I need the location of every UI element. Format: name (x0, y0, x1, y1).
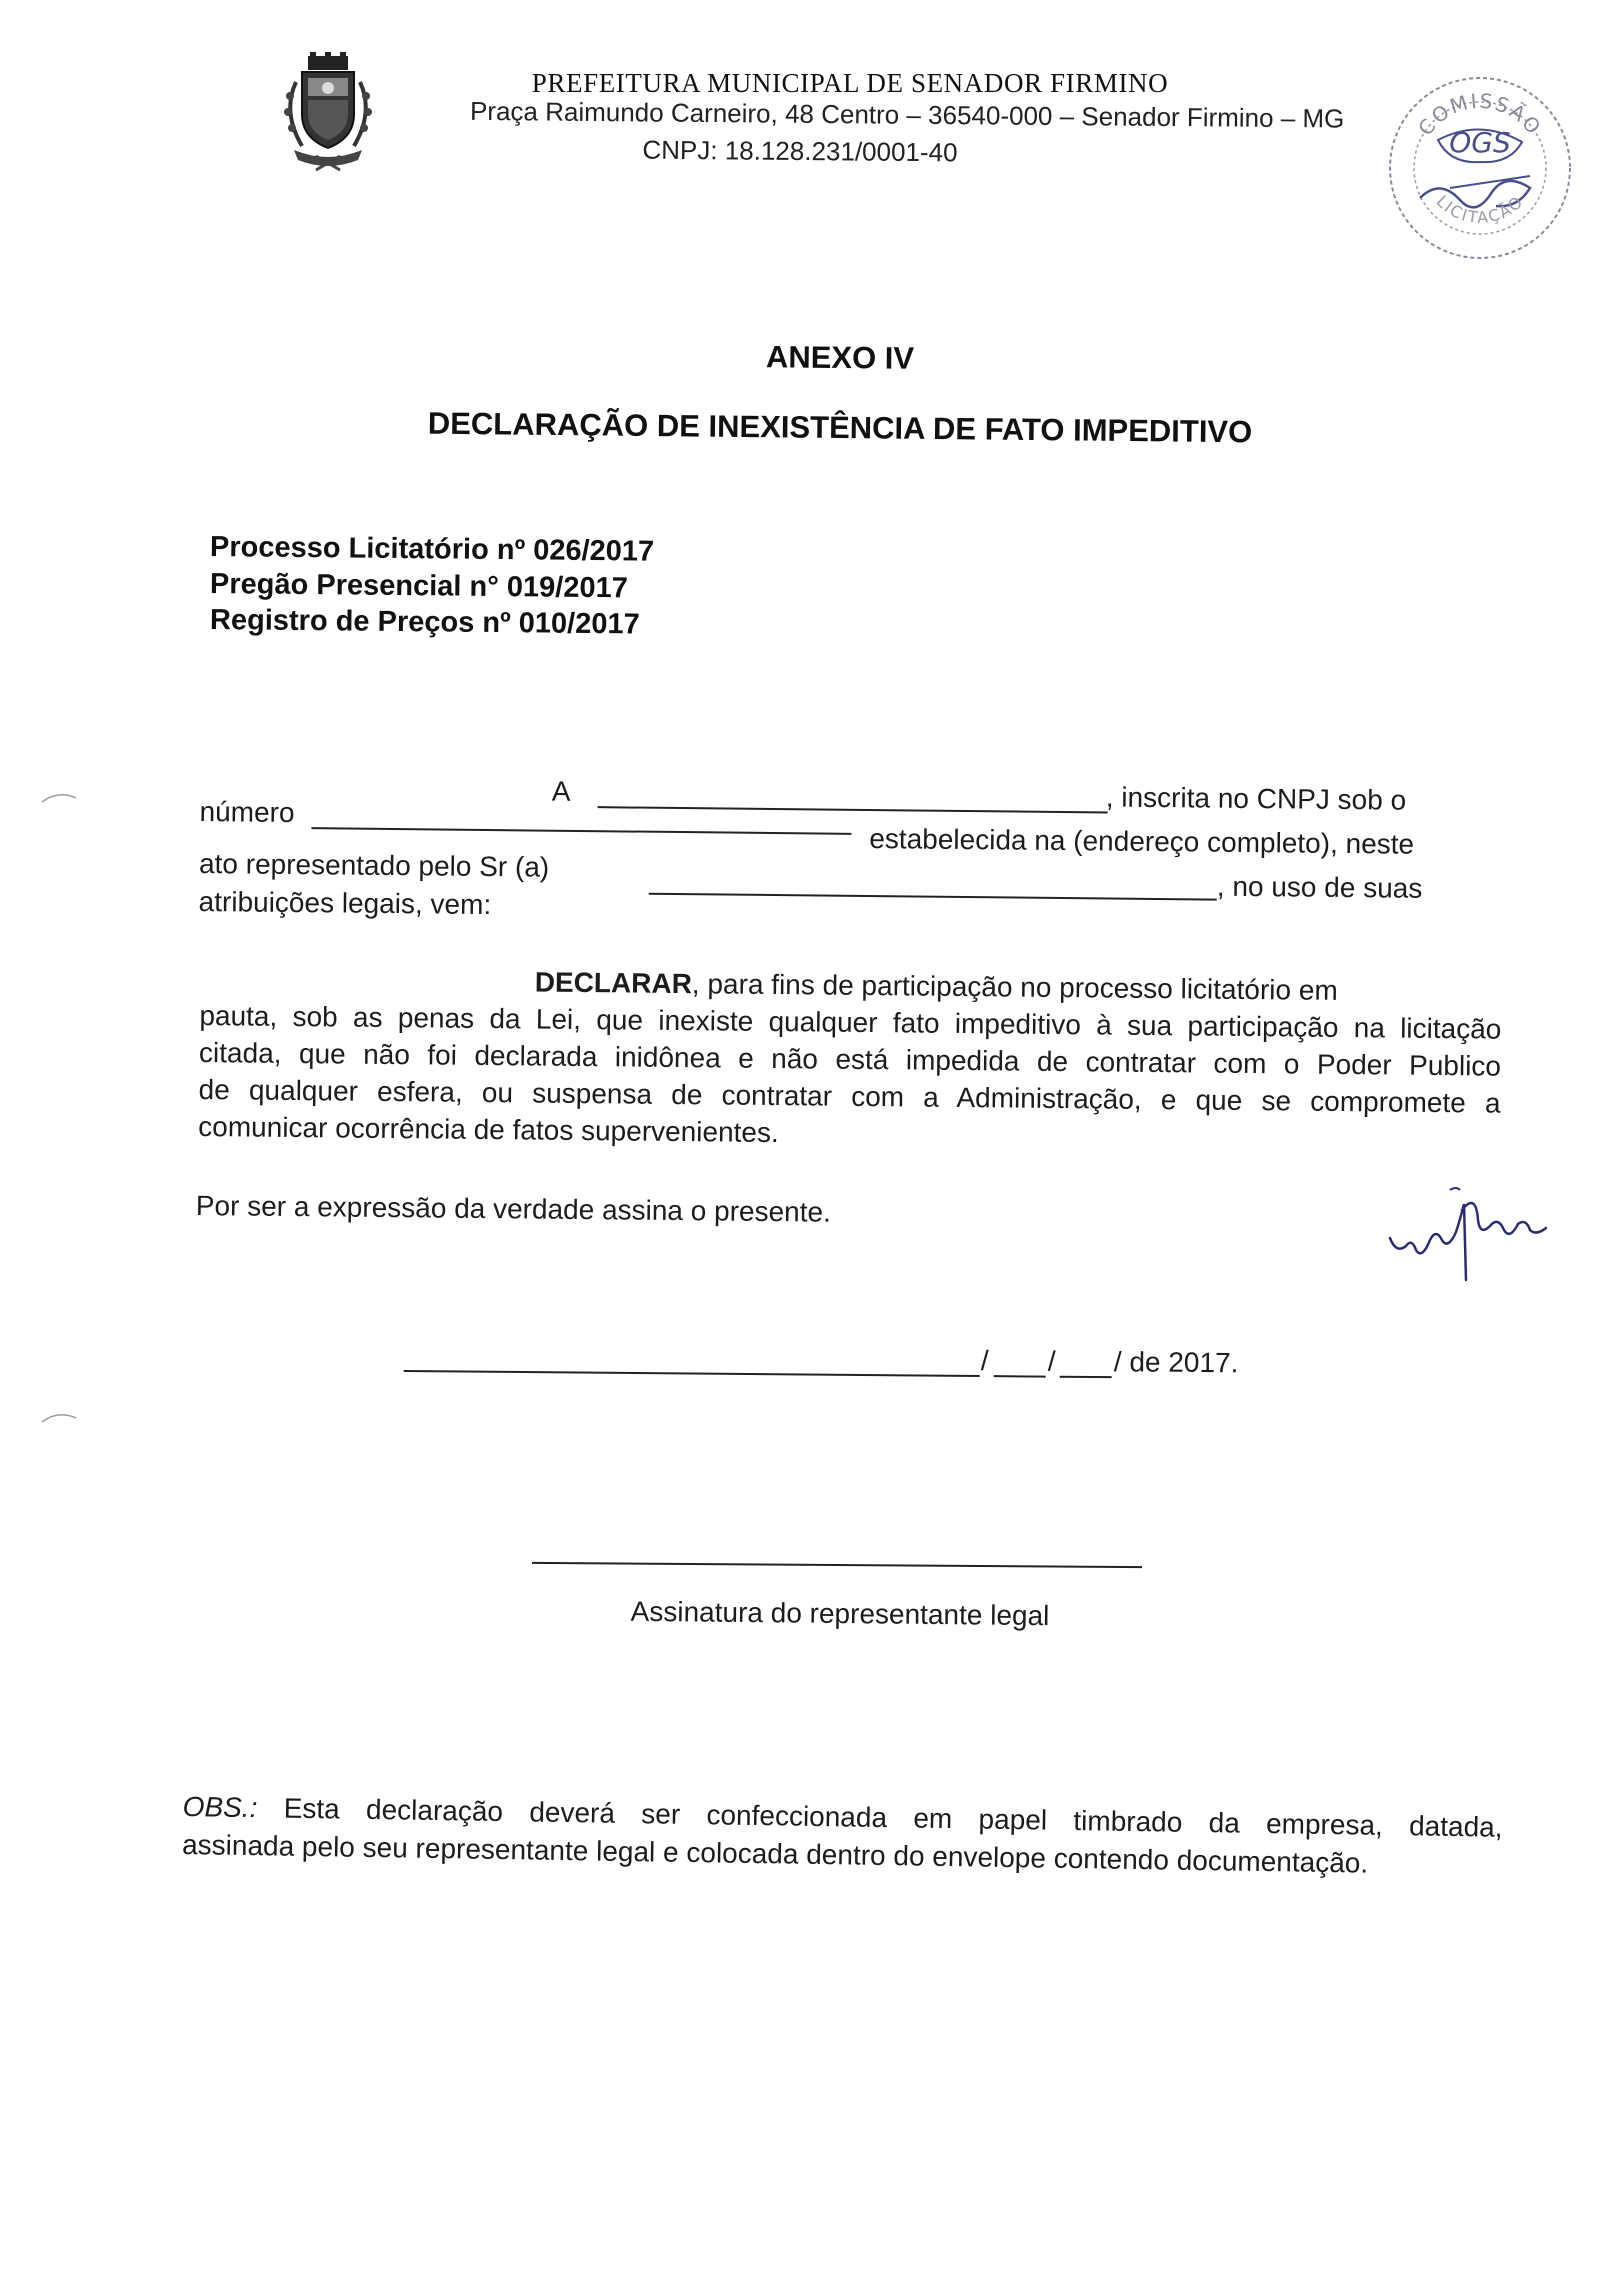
cnpj-intro-label: , inscrita no CNPJ sob o (1105, 781, 1407, 816)
signature-label: Assinatura do representante legal (630, 1595, 1050, 1632)
stamp-top-text: COMISSÃO (1413, 88, 1547, 141)
scan-artifact-mark (40, 790, 80, 804)
observation-prefix: OBS.: (182, 1790, 258, 1824)
in-use-label: , no uso de suas (1216, 870, 1423, 904)
truth-statement: Por ser a expressão da verdade assina o presente. (195, 1190, 832, 1228)
year-text: / de 2017. (1113, 1346, 1239, 1379)
annex-title: ANEXO IV (765, 339, 915, 376)
commission-stamp (1380, 68, 1580, 268)
declare-keyword: DECLARAR (534, 966, 693, 1000)
process-number: Processo Licitatório nº 026/2017 (209, 531, 655, 568)
municipality-cnpj: CNPJ: 18.128.231/0001-40 (642, 134, 958, 168)
day-blank[interactable] (994, 1375, 1046, 1377)
stamp-bottom-text: LICITAÇÃO (1432, 191, 1528, 228)
auction-number: Pregão Presencial n° 019/2017 (209, 568, 629, 605)
represented-by-label: ato representado pelo Sr (a) (198, 847, 550, 883)
scan-artifact-mark (40, 1410, 80, 1424)
address-label: estabelecida na (endereço completo), neste (869, 823, 1415, 860)
svg-text:LICITAÇÃO (1433, 191, 1528, 227)
declaration-line-4: de qualquer esfera, ou suspensa de contratar com a Administração, e que se compromete a (198, 1073, 1501, 1119)
observation-note (182, 1788, 1503, 1885)
date-separator: / (1047, 1345, 1056, 1377)
observation-line-1: OBS.: Esta declaração deverá ser confeccionada em papel timbrado da empresa, datada, (182, 1790, 1503, 1843)
stamp-middle-text: OGS (1449, 126, 1511, 159)
declaration-line-1: DECLARAR, para fins de participação no processo licitatório em (534, 966, 1338, 1006)
fill-in-paragraph (198, 772, 1502, 946)
handwritten-initials (1380, 1180, 1560, 1290)
declaration-line-3: citada, que não foi declarada inidônea e não está impedida de contratar com o Poder Publico (198, 1036, 1502, 1082)
month-blank[interactable] (1060, 1376, 1112, 1378)
date-separator: / (980, 1345, 989, 1377)
declaration-paragraph (198, 960, 1502, 1159)
date-line (404, 1340, 1304, 1388)
declaration-title: DECLARAÇÃO DE INEXISTÊNCIA DE FATO IMPEDITIVO (427, 405, 1253, 450)
declaration-line-2: pauta, sob as penas da Lei, que inexiste qualquer fato impeditivo à sua participação na licitação (199, 999, 1502, 1045)
municipal-coat-of-arms-logo (272, 52, 384, 172)
place-blank[interactable] (404, 1370, 980, 1377)
number-label: número (199, 795, 295, 828)
declaration-line-5: comunicar ocorrência de fatos supervenientes. (198, 1110, 779, 1149)
company-prefix-label: A (551, 775, 571, 807)
municipality-name: PREFEITURA MUNICIPAL DE SENADOR FIRMINO (531, 68, 1169, 98)
price-registry-number: Registro de Preços nº 010/2017 (209, 604, 640, 641)
legal-duties-label: atribuições legais, vem: (198, 885, 492, 921)
municipality-address: Praça Raimundo Carneiro, 48 Centro – 36540-000 – Senador Firmino – MG (469, 95, 1345, 134)
signature-line[interactable] (532, 1562, 1142, 1568)
observation-line-2: assinada pelo seu representante legal e colocada dentro do envelope contendo documentação. (181, 1828, 1369, 1879)
